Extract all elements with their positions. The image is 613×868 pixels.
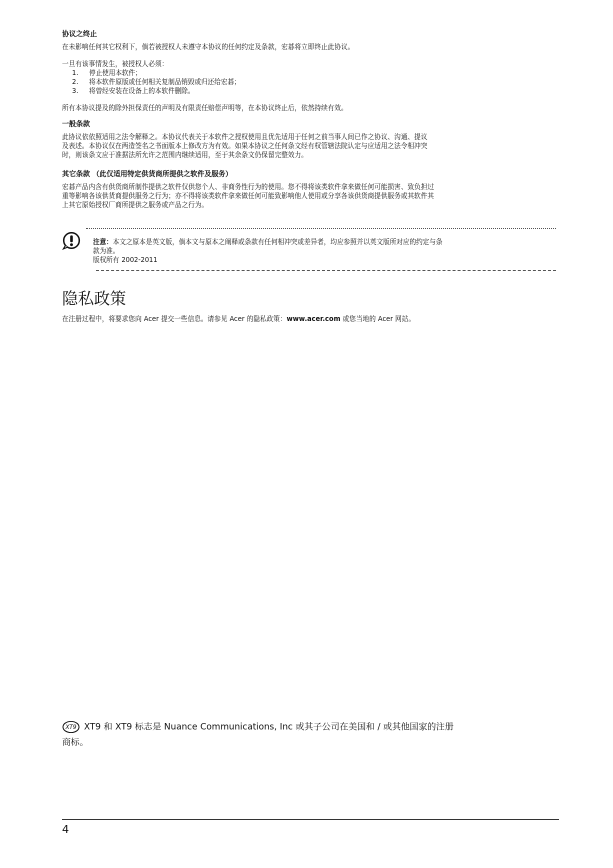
footer-rule: [62, 819, 559, 820]
list-text: 将曾经安装在设备上的本软件删除。: [89, 87, 195, 95]
note-label: 注意：: [93, 238, 113, 246]
note-text: [93, 238, 563, 265]
termination-survival: 所有本协议提及的除外担保责任的声明及有限责任赔偿声明等，在本协议终止后，依然持续有效。: [62, 104, 348, 112]
copyright-text: 版权所有 2002-2011: [93, 256, 158, 264]
privacy-text: 在注册过程中，将要求您向 Acer 提交一些信息。请参见 Acer 的隐私政策：: [62, 315, 287, 323]
other-heading: 其它条款 （此仅适用特定供货商所提供之软件及服务）: [62, 170, 233, 178]
list-number: 3.: [72, 87, 79, 95]
xt9-logo-text: XT9: [65, 725, 77, 732]
general-heading: 一般条款: [62, 120, 90, 128]
privacy-paragraph: [62, 315, 557, 324]
note-top-rule: [86, 228, 556, 229]
list-number: 1.: [72, 69, 79, 77]
page-number: 4: [62, 823, 69, 836]
note-body: 本文之原本是英文版，倘本文与原本之阐释或条款有任何相冲突或差异者，均应参照并以英文版所对应的约定与条: [112, 238, 443, 246]
trademark-line: XT9 和 XT9 标志是 Nuance Communications, Inc 或其子公司在美国和 / 或其他国家的注册: [84, 722, 454, 733]
note-line: 款为准。: [93, 247, 120, 255]
privacy-title: 隐私政策: [62, 289, 127, 308]
list-text: 停止使用本软件；: [89, 69, 142, 77]
warning-icon: [62, 231, 81, 250]
other-line: 上其它原始授权厂商所提供之服务或产品之行为。: [62, 201, 209, 209]
note-line: [93, 238, 563, 247]
general-paragraph: [62, 133, 557, 160]
trademark-line: 商标。: [62, 737, 89, 748]
xt9-logo-icon: [62, 720, 80, 734]
termination-intro: 在未影响任何其它权利下，倘若被授权人未遵守本协议的任何约定及条款，宏碁将立即终止此协议。: [62, 43, 355, 51]
list-number: 2.: [72, 78, 79, 86]
other-line: 重等影响各该供货商提供服务之行为；亦不得将该类软件拿来做任何可能致影响他人使用或分享各该供货商提供服务或其软件其: [62, 192, 435, 200]
list-item: [62, 78, 542, 87]
note-bottom-rule: [96, 270, 556, 271]
trademark-notice: [62, 720, 562, 751]
list-item: [62, 87, 542, 96]
list-text: 将本软件原版或任何相关复制品销毁或归还给宏碁；: [89, 78, 241, 86]
other-line: 宏碁产品内含有供货商所制作提供之软件仅供您个人、非商务性行为的使用。您不得将该类软件拿来做任何可能损害、致负担过: [62, 183, 435, 191]
other-paragraph: [62, 183, 557, 210]
general-line: 时，则该条文应于准据法所允许之范围内继续适用，至于其余条文仍保留完整效力。: [62, 151, 308, 159]
list-item: [62, 69, 542, 78]
privacy-text-end: 或您当地的 Acer 网站。: [340, 315, 416, 323]
acer-link[interactable]: www.acer.com: [286, 315, 341, 323]
termination-lead: 一旦有该事情发生，被授权人必须：: [62, 60, 169, 68]
termination-heading: 协议之终止: [62, 30, 97, 38]
general-line: 此协议依依照适用之法令解释之。本协议代表关于本软件之授权使用且优先适用于任何之前当事人间已作之协议、沟通、提议: [62, 133, 428, 141]
general-line: 及表述。本协议仅在两造签名之书面版本上修改方为有效。如果本协议之任何条文经有权管辖法院认定与应适用之法令相冲突: [62, 142, 428, 150]
termination-list: [62, 69, 542, 96]
